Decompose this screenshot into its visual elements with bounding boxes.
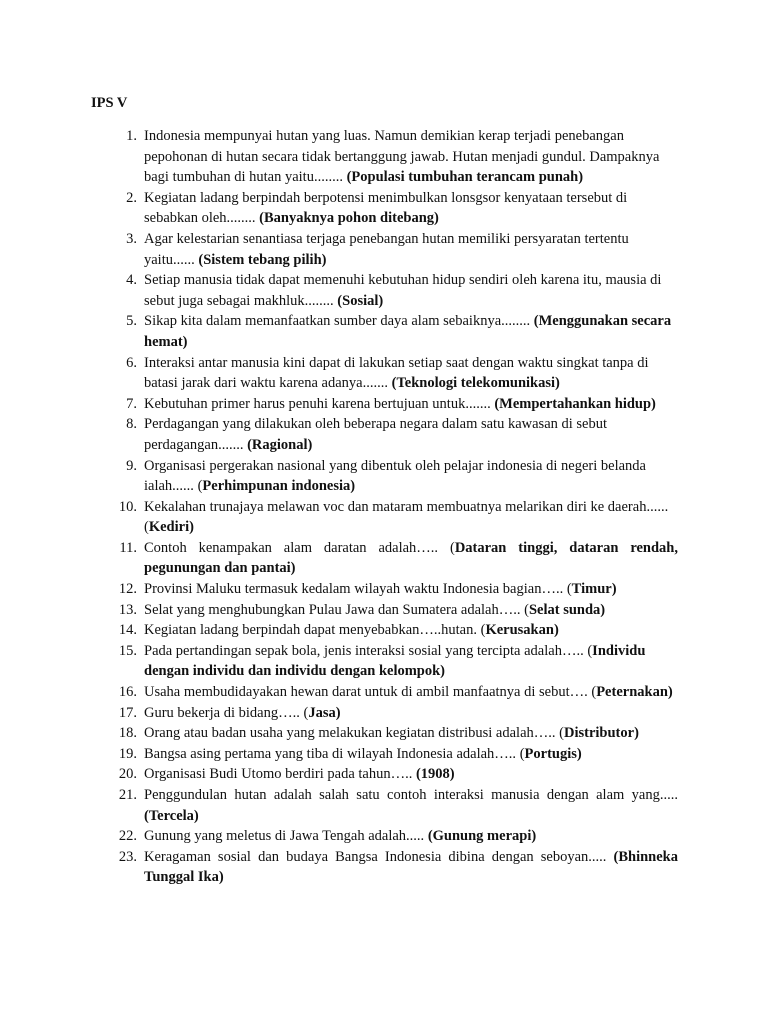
question-text-wrap xyxy=(144,229,678,270)
question-text: Keragaman sosial dan budaya Bangsa Indonesia dibina dengan seboyan..... xyxy=(144,848,614,865)
question-item xyxy=(118,579,678,600)
answer-open-paren: ( xyxy=(144,519,149,536)
question-text: Provinsi Maluku termasuk kedalam wilayah waktu Indonesia bagian….. xyxy=(144,581,567,598)
question-answer: (Menggunakan secara hemat) xyxy=(144,313,672,350)
question-number: 20. xyxy=(118,766,137,783)
question-text-wrap xyxy=(144,126,678,188)
answer-open-paren: ( xyxy=(566,581,572,598)
question-item xyxy=(126,126,678,188)
answer-open-paren: ( xyxy=(449,539,455,556)
question-item xyxy=(118,723,678,744)
question-item xyxy=(118,744,678,765)
question-number: 1. xyxy=(126,128,137,144)
question-answer: Jasa) xyxy=(308,704,341,721)
question-text: Organisasi Budi Utomo berdiri pada tahun….. xyxy=(144,766,416,783)
question-text: Usaha membudidayakan hewan darat untuk di ambil manfaatnya di sebut…. xyxy=(144,684,592,701)
question-text-wrap xyxy=(144,723,678,744)
question-item xyxy=(118,600,678,621)
question-item xyxy=(118,620,678,641)
question-number: 10. xyxy=(118,498,137,515)
question-text: Selat yang menghubungkan Pulau Jawa dan Sumatera adalah….. xyxy=(144,601,525,618)
question-text-wrap xyxy=(144,538,678,579)
question-answer: Selat sunda) xyxy=(528,601,606,618)
question-text-wrap xyxy=(144,600,678,621)
question-item xyxy=(118,764,678,785)
question-text-wrap xyxy=(144,764,678,785)
question-answer: Dataran tinggi, dataran rendah, pegunungan dan pantai) xyxy=(144,539,678,577)
question-number: 9. xyxy=(126,457,137,474)
answer-open-paren: ( xyxy=(197,478,203,495)
question-answer: (Sistem tebang pilih) xyxy=(198,251,327,268)
question-answer: Distributor) xyxy=(563,725,639,742)
question-answer: (Gunung merapi) xyxy=(427,828,537,845)
question-text: Contoh kenampakan alam daratan adalah….. xyxy=(144,539,450,556)
question-text-wrap xyxy=(144,394,678,415)
question-text: Gunung yang meletus di Jawa Tengah adalah..... xyxy=(144,828,428,845)
answer-open-paren: ( xyxy=(591,684,597,701)
question-number: 6. xyxy=(126,354,137,371)
question-number: 15. xyxy=(118,642,137,659)
question-answer: (Populasi tumbuhan terancam punah) xyxy=(346,169,584,186)
answer-open-paren: ( xyxy=(519,745,525,762)
question-number: 4. xyxy=(126,272,137,289)
question-answer: Kediri) xyxy=(148,519,194,536)
question-number: 5. xyxy=(126,313,137,330)
question-number: 23. xyxy=(118,848,137,865)
question-text: Indonesia mempunyai hutan yang luas. Namun demikian kerap terjadi penebangan pepohonan di hutan secara tidak bertanggung jawab. Hutan menjadi gundul. Dampaknya bagi tumbuhan di hutan yaitu........ xyxy=(144,128,660,186)
question-text: Sikap kita dalam memanfaatkan sumber daya alam sebaiknya........ xyxy=(144,313,534,330)
question-text: Kegiatan ladang berpindah berpotensi menimbulkan lonsgsor kenyataan tersebut di sebabkan oleh........ xyxy=(144,189,628,227)
question-text-wrap xyxy=(144,785,678,826)
question-text: Setiap manusia tidak dapat memenuhi kebutuhan hidup sendiri oleh karena itu, mausia di sebut juga sebagai makhluk........ xyxy=(144,272,662,309)
question-item xyxy=(118,785,678,826)
question-number: 18. xyxy=(118,725,137,742)
question-number: 3. xyxy=(126,230,137,247)
question-number: 16. xyxy=(118,684,137,701)
question-answer: (1908) xyxy=(415,766,455,783)
question-text: Kegiatan ladang berpindah dapat menyebabkan…..hutan. xyxy=(144,622,481,639)
question-item xyxy=(118,703,678,724)
question-text-wrap xyxy=(144,682,678,703)
question-item xyxy=(126,414,678,455)
question-answer: (Teknologi telekomunikasi) xyxy=(391,375,560,392)
question-answer: (Mempertahankan hidup) xyxy=(494,395,656,412)
question-item xyxy=(126,394,678,415)
question-number: 19. xyxy=(118,745,137,762)
answer-open-paren: ( xyxy=(587,642,593,659)
question-text: Orang atau badan usaha yang melakukan kegiatan distribusi adalah….. xyxy=(144,725,560,742)
question-number: 17. xyxy=(118,704,137,721)
question-item xyxy=(126,311,678,352)
question-text-wrap xyxy=(144,744,678,765)
question-answer: (Sosial) xyxy=(337,292,384,309)
question-text: Kebutuhan primer harus penuhi karena bertujuan untuk....... xyxy=(144,395,495,412)
question-text-wrap xyxy=(144,620,678,641)
question-answer: (Ragional) xyxy=(247,436,313,453)
question-list xyxy=(118,126,678,888)
question-text-wrap xyxy=(144,641,678,682)
question-text-wrap xyxy=(144,847,678,888)
question-text: Pada pertandingan sepak bola, jenis interaksi sosial yang tercipta adalah….. xyxy=(144,642,588,659)
question-answer: Peternakan) xyxy=(596,684,673,701)
question-text: Guru bekerja di bidang….. xyxy=(144,704,304,721)
question-answer: Perhimpunan indonesia) xyxy=(202,478,356,495)
question-text: Interaksi antar manusia kini dapat di lakukan setiap saat dengan waktu singkat tanpa di batasi jarak dari waktu karena adanya....... xyxy=(144,354,649,392)
question-text: Agar kelestarian senantiasa terjaga penebangan hutan memiliki persyaratan tertentu yaitu...... xyxy=(144,230,629,268)
answer-open-paren: ( xyxy=(524,601,529,618)
question-item xyxy=(118,847,678,888)
question-text: Bangsa asing pertama yang tiba di wilayah Indonesia adalah….. xyxy=(144,745,520,762)
question-number: 2. xyxy=(126,189,137,206)
question-text: Perdagangan yang dilakukan oleh beberapa negara dalam satu kawasan di sebut perdagangan....... xyxy=(144,416,608,453)
document-title: IPS V xyxy=(91,95,128,111)
question-text-wrap xyxy=(144,414,678,455)
question-answer: (Banyaknya pohon ditebang) xyxy=(259,210,439,227)
question-number: 13. xyxy=(118,601,137,618)
answer-open-paren: ( xyxy=(480,622,486,639)
question-text-wrap xyxy=(144,311,678,352)
question-text: Organisasi pergerakan nasional yang dibentuk oleh pelajar indonesia di negeri belanda ialah...... xyxy=(144,457,646,495)
question-text-wrap xyxy=(144,353,678,394)
question-text-wrap xyxy=(144,826,678,847)
answer-open-paren: ( xyxy=(559,725,564,742)
question-answer: Individu dengan individu dan individu dengan kelompok) xyxy=(144,642,646,680)
question-text-wrap xyxy=(144,456,678,497)
question-number: 21. xyxy=(118,787,137,803)
answer-open-paren: ( xyxy=(303,704,309,721)
question-number: 22. xyxy=(118,828,137,845)
question-item xyxy=(119,538,678,579)
question-text-wrap xyxy=(144,703,678,724)
question-text-wrap xyxy=(144,497,678,538)
question-number: 11. xyxy=(119,539,137,556)
question-item xyxy=(118,641,678,682)
question-number: 8. xyxy=(126,416,137,433)
question-answer: Kerusakan) xyxy=(485,622,559,639)
question-text-wrap xyxy=(144,579,678,600)
question-text-wrap xyxy=(144,188,678,229)
question-text-wrap xyxy=(144,270,678,311)
question-item xyxy=(118,497,678,538)
question-number: 14. xyxy=(118,622,137,639)
question-item xyxy=(118,826,678,847)
question-item xyxy=(126,353,678,394)
question-answer: Timur) xyxy=(571,581,617,598)
question-item xyxy=(126,229,678,270)
question-item xyxy=(126,270,678,311)
question-item xyxy=(126,456,678,497)
question-answer: Portugis) xyxy=(524,745,582,762)
question-number: 7. xyxy=(126,395,137,412)
question-answer: (Bhinneka Tunggal Ika) xyxy=(144,848,678,886)
question-answer: (Tercela) xyxy=(144,807,199,824)
question-text: Kekalahan trunajaya melawan voc dan mataram membuatnya melarikan diri ke daerah...... xyxy=(144,498,669,515)
question-number: 12. xyxy=(118,581,137,598)
question-item xyxy=(126,188,678,229)
question-item xyxy=(118,682,678,703)
question-text: Penggundulan hutan adalah salah satu contoh interaksi manusia dengan alam yang..... xyxy=(144,787,678,803)
